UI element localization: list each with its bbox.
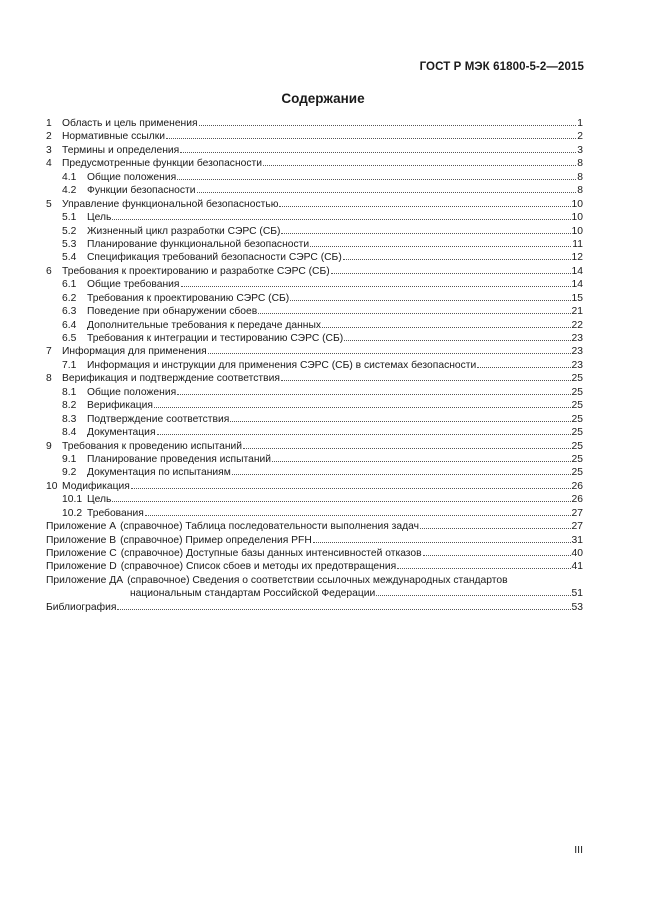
toc-entry-continuation[interactable]	[46, 587, 583, 600]
toc-entry-title: Требования к проектированию СЭРС (СБ)	[87, 292, 290, 304]
toc-entry-title: Верификация и подтверждение соответствия	[62, 373, 280, 385]
toc-entry-title-continuation: национальным стандартам Российской Федерации	[130, 588, 376, 600]
toc-entry-number: 9.1	[62, 453, 77, 465]
dot-leader	[181, 286, 571, 287]
toc-entry[interactable]	[46, 480, 583, 493]
toc-entry-number: 6.5	[62, 333, 77, 344]
toc-entry-number: Приложение А	[46, 521, 117, 533]
toc-entry-number: Приложение С	[46, 548, 117, 559]
toc-entry-page: 10	[571, 225, 583, 237]
toc-entry[interactable]	[46, 574, 583, 587]
toc-entry-page: 25	[571, 373, 583, 385]
toc-entry[interactable]	[46, 426, 583, 439]
toc-entry-title: Подтверждение соответствия	[87, 413, 230, 425]
toc-entry-title: (справочное) Список сбоев и методы их предотвращения	[120, 561, 397, 573]
toc-entry-number: 4.2	[62, 185, 77, 197]
toc-entry-page: 2	[577, 131, 583, 143]
dot-leader	[281, 380, 571, 381]
toc-entry-title: Требования к проектированию и разработке СЭРС (СБ)	[62, 265, 330, 277]
dot-leader	[157, 434, 571, 435]
toc-entry[interactable]	[46, 305, 583, 318]
toc-entry-title: Жизненный цикл разработки СЭРС (СБ)	[87, 225, 281, 237]
toc-entry[interactable]	[46, 130, 583, 143]
dot-leader	[343, 259, 571, 260]
toc-entry[interactable]	[46, 601, 583, 614]
toc-entry-number: Приложение ДА	[46, 574, 124, 586]
toc-entry-title: Требования к интеграции и тестированию СЭРС (СБ)	[87, 333, 344, 344]
toc-entry-title: Нормативные ссылки	[62, 131, 166, 143]
dot-leader	[420, 528, 571, 529]
toc-entry-number: 8.3	[62, 413, 77, 425]
toc-entry-title: Информация для применения	[62, 346, 207, 358]
toc-entry-number: 6.2	[62, 292, 77, 304]
toc-entry[interactable]	[46, 211, 583, 224]
toc-entry-title: (справочное) Таблица последовательности выполнения задач	[120, 521, 419, 533]
toc-entry-title: Требования к проведению испытаний	[62, 440, 243, 452]
toc-entry-number: 10.2	[62, 507, 83, 519]
toc-entry[interactable]	[46, 238, 583, 251]
toc-entry-page: 21	[571, 306, 583, 318]
dot-leader	[177, 179, 576, 180]
toc-entry-page: 8	[577, 171, 583, 183]
dot-leader	[477, 367, 570, 368]
toc-entry-number: Приложение D	[46, 561, 117, 573]
toc-entry-page: 22	[571, 319, 583, 331]
toc-entry-title: (справочное) Сведения о соответствии ссылочных международных стандартов	[127, 574, 508, 586]
toc-entry-title: (справочное) Пример определения PFH	[120, 534, 312, 546]
toc-entry-title: Цель	[87, 212, 112, 224]
toc-entry-page: 11	[572, 238, 583, 250]
toc-entry-number: 8.1	[62, 386, 77, 398]
toc-entry-page: 8	[577, 185, 583, 197]
toc-entry[interactable]	[46, 386, 583, 399]
dot-leader	[177, 394, 570, 395]
toc-entry-page: 25	[571, 453, 583, 465]
toc-entry[interactable]	[46, 345, 583, 358]
toc-entry-page: 25	[571, 386, 583, 398]
toc-entry-number: 5.2	[62, 225, 77, 237]
toc-entry-title: Функции безопасности	[87, 185, 196, 197]
toc-entry[interactable]	[46, 171, 583, 184]
toc-entry-title: Модификация	[62, 480, 130, 492]
dot-leader	[145, 515, 571, 516]
toc-entry-title: Термины и определения	[62, 144, 180, 156]
toc-entry-number: 4	[46, 158, 52, 170]
toc-entry-number: 6.3	[62, 306, 77, 318]
toc-entry-number: 2	[46, 131, 52, 143]
page-number: III	[574, 844, 583, 856]
toc-entry-title: Планирование функциональной безопасности	[87, 238, 310, 250]
toc-entry-page: 25	[571, 400, 583, 412]
dot-leader	[263, 165, 576, 166]
toc-entry-title: Планирование проведения испытаний	[87, 453, 272, 465]
toc-entry-number: 5.1	[62, 212, 77, 224]
toc-entry-number: 5.3	[62, 238, 77, 250]
toc-entry-page: 10	[571, 198, 583, 210]
toc-entry-number: 6.4	[62, 319, 77, 331]
toc-entry-page: 26	[571, 480, 583, 492]
toc-entry-title: Верификация	[87, 400, 153, 412]
toc-entry[interactable]	[46, 265, 583, 278]
toc-entry-page: 23	[571, 346, 583, 358]
toc-entry[interactable]	[46, 372, 583, 385]
toc-entry-page: 14	[571, 279, 583, 291]
toc-entry-title: Документация	[87, 427, 156, 439]
toc-entry-page: 3	[577, 144, 583, 156]
dot-leader	[322, 327, 571, 328]
toc-entry-page: 12	[571, 252, 583, 264]
toc-entry-title: Поведение при обнаружении сбоев	[87, 306, 258, 318]
toc-entry[interactable]	[46, 440, 583, 453]
toc-entry-title: Информация и инструкции для применения СЭРС (СБ) в системах безопасности	[87, 359, 477, 371]
dot-leader	[313, 542, 571, 543]
toc-entry[interactable]	[46, 292, 583, 305]
toc-entry-page: 31	[571, 534, 583, 546]
toc-entry-number: 6.1	[62, 279, 77, 291]
toc-entry-number: 6	[46, 265, 52, 277]
toc-entry-title: Общие требования	[87, 279, 180, 291]
toc-entry-number: 4.1	[62, 171, 77, 183]
dot-leader	[290, 300, 570, 301]
toc-entry-title: Цель	[87, 494, 112, 506]
toc-entry-page: 25	[571, 413, 583, 425]
dot-leader	[310, 246, 571, 247]
toc-entry-page: 23	[571, 333, 583, 344]
dot-leader	[197, 192, 577, 193]
toc-entry-page: 26	[571, 494, 583, 506]
toc-entry[interactable]	[46, 117, 583, 130]
dot-leader	[281, 233, 570, 234]
toc-entry-title: Требования	[87, 507, 144, 519]
dot-leader	[166, 138, 576, 139]
toc-entry-page: 51	[571, 588, 583, 600]
toc-entry[interactable]	[46, 157, 583, 170]
dot-leader	[117, 609, 570, 610]
toc-entry-number: 7	[46, 346, 52, 358]
dot-leader	[112, 219, 570, 220]
document-header: ГОСТ Р МЭК 61800-5-2—2015	[419, 61, 584, 73]
page-title: Содержание	[281, 91, 365, 106]
toc-entry-number: 5	[46, 198, 52, 210]
toc-entry-page: 53	[571, 601, 583, 613]
toc-entry-title: Управление функциональной безопасностью	[62, 198, 279, 210]
toc-entry-page: 1	[577, 118, 583, 129]
dot-leader	[112, 501, 570, 502]
toc-entry-page: 10	[571, 212, 583, 224]
dot-leader	[376, 595, 570, 596]
toc-entry-number: 8.2	[62, 400, 77, 412]
toc-entry-page: 27	[571, 507, 583, 519]
toc-entry[interactable]	[46, 507, 583, 520]
dot-leader	[199, 125, 577, 126]
dot-leader	[154, 407, 571, 408]
toc-entry-title: Библиография	[46, 601, 117, 613]
toc-entry[interactable]	[46, 251, 583, 264]
dot-leader	[180, 152, 576, 153]
toc-entry-title: Спецификация требований безопасности СЭРС (СБ)	[87, 252, 342, 264]
toc-entry[interactable]	[46, 534, 583, 547]
toc-entry-title: Область и цель применения	[62, 118, 198, 129]
toc-entry-page: 40	[571, 548, 583, 559]
toc-entry[interactable]	[46, 493, 583, 506]
toc-entry[interactable]	[46, 520, 583, 533]
toc-entry-number: 1	[46, 118, 52, 129]
toc-entry-title: (справочное) Доступные базы данных интенсивностей отказов	[120, 548, 422, 559]
toc-entry-number: 9	[46, 440, 52, 452]
toc-entry-number: 3	[46, 144, 52, 156]
toc-entry-number: Приложение В	[46, 534, 117, 546]
toc-entry-number: 5.4	[62, 252, 77, 264]
toc-entry-page: 25	[571, 440, 583, 452]
dot-leader	[243, 448, 571, 449]
toc-entry-title: Дополнительные требования к передаче данных	[87, 319, 322, 331]
toc-entry[interactable]	[46, 359, 583, 372]
toc-entry-page: 25	[571, 467, 583, 479]
toc-entry-title: Общие положения	[87, 386, 177, 398]
toc-entry[interactable]	[46, 547, 583, 560]
dot-leader	[279, 206, 570, 207]
dot-leader	[397, 568, 570, 569]
toc-entry-title: Предусмотренные функции безопасности	[62, 158, 262, 170]
toc-entry[interactable]	[46, 198, 583, 211]
toc-entry-page: 25	[571, 427, 583, 439]
toc-entry-number: 10.1	[62, 494, 83, 506]
toc-entry-number: 8	[46, 373, 52, 385]
toc-entry-number: 10	[46, 480, 58, 492]
toc-entry-page: 14	[571, 265, 583, 277]
toc-entry-page: 23	[571, 359, 583, 371]
toc-entry[interactable]	[46, 278, 583, 291]
dot-leader	[258, 313, 570, 314]
toc-entry-title: Общие положения	[87, 171, 177, 183]
dot-leader	[230, 421, 570, 422]
dot-leader	[232, 474, 571, 475]
toc-entry[interactable]	[46, 560, 583, 573]
toc-entry[interactable]	[46, 453, 583, 466]
table-of-contents	[46, 117, 583, 614]
toc-entry-title: Документация по испытаниям	[87, 467, 231, 479]
toc-entry[interactable]	[46, 184, 583, 197]
dot-leader	[208, 353, 571, 354]
toc-entry-page: 27	[571, 521, 583, 533]
dot-leader	[344, 340, 570, 341]
toc-entry-page: 15	[571, 292, 583, 304]
dot-leader	[131, 488, 571, 489]
toc-entry-number: 9.2	[62, 467, 77, 479]
toc-entry[interactable]	[46, 332, 583, 345]
dot-leader	[423, 555, 571, 556]
toc-entry-number: 7.1	[62, 359, 77, 371]
toc-entry[interactable]	[46, 144, 583, 157]
toc-entry[interactable]	[46, 399, 583, 412]
dot-leader	[272, 461, 571, 462]
toc-entry-number: 8.4	[62, 427, 77, 439]
toc-entry[interactable]	[46, 413, 583, 426]
toc-entry[interactable]	[46, 319, 583, 332]
toc-entry[interactable]	[46, 225, 583, 238]
toc-entry-page: 8	[577, 158, 583, 170]
toc-entry-page: 41	[571, 561, 583, 573]
toc-entry[interactable]	[46, 466, 583, 479]
dot-leader	[331, 273, 571, 274]
